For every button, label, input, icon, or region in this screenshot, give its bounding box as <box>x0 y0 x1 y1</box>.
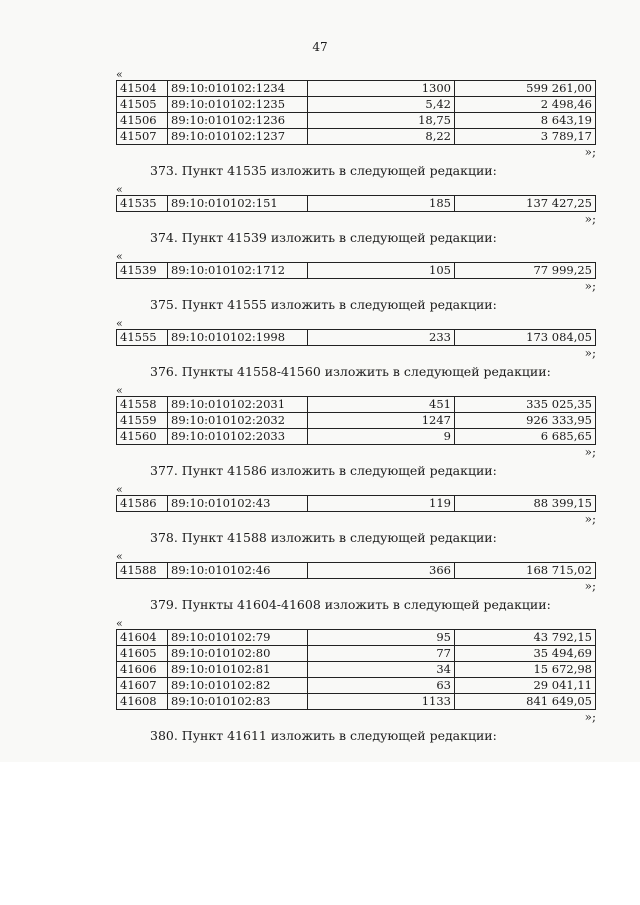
row-number-cell: 41559 <box>117 413 168 429</box>
area-cell: 1133 <box>308 694 455 710</box>
value-cell: 599 261,00 <box>455 81 596 97</box>
value-cell: 43 792,15 <box>455 630 596 646</box>
cadastral-number-cell: 89:10:010102:1234 <box>168 81 308 97</box>
row-number-cell: 41604 <box>117 630 168 646</box>
value-cell: 173 084,05 <box>455 330 596 346</box>
close-quote: »; <box>584 445 596 459</box>
close-quote: »; <box>584 279 596 293</box>
value-cell: 77 999,25 <box>455 263 596 279</box>
cadastral-number-cell: 89:10:010102:1237 <box>168 129 308 145</box>
value-cell: 168 715,02 <box>455 563 596 579</box>
area-cell: 185 <box>308 196 455 212</box>
row-number-cell: 41535 <box>117 196 168 212</box>
cadastral-number-cell: 89:10:010102:1236 <box>168 113 308 129</box>
table-row <box>117 129 596 145</box>
table-row <box>117 496 596 512</box>
amendment-table <box>116 329 596 346</box>
table-row <box>117 646 596 662</box>
row-number-cell: 41507 <box>117 129 168 145</box>
cadastral-number-cell: 89:10:010102:1712 <box>168 263 308 279</box>
open-quote: « <box>116 617 123 630</box>
table-row <box>117 81 596 97</box>
amendment-table <box>116 80 596 145</box>
cadastral-number-cell: 89:10:010102:83 <box>168 694 308 710</box>
amendment-heading: 374. Пункт 41539 изложить в следующей редакции: <box>150 230 497 245</box>
value-cell: 15 672,98 <box>455 662 596 678</box>
close-quote: »; <box>584 512 596 526</box>
value-cell: 6 685,65 <box>455 429 596 445</box>
row-number-cell: 41606 <box>117 662 168 678</box>
value-cell: 88 399,15 <box>455 496 596 512</box>
amendment-heading: 373. Пункт 41535 изложить в следующей редакции: <box>150 163 497 178</box>
table-row <box>117 662 596 678</box>
amendment-heading: 378. Пункт 41588 изложить в следующей редакции: <box>150 530 497 545</box>
cadastral-number-cell: 89:10:010102:2031 <box>168 397 308 413</box>
close-quote: »; <box>584 579 596 593</box>
close-quote: »; <box>584 710 596 724</box>
amendment-heading: 380. Пункт 41611 изложить в следующей редакции: <box>150 728 497 743</box>
page-number: 47 <box>312 40 328 54</box>
amendment-table <box>116 262 596 279</box>
open-quote: « <box>116 384 123 397</box>
amendment-table <box>116 562 596 579</box>
row-number-cell: 41607 <box>117 678 168 694</box>
open-quote: « <box>116 183 123 196</box>
open-quote: « <box>116 317 123 330</box>
area-cell: 451 <box>308 397 455 413</box>
cadastral-number-cell: 89:10:010102:46 <box>168 563 308 579</box>
row-number-cell: 41605 <box>117 646 168 662</box>
area-cell: 1300 <box>308 81 455 97</box>
table-row <box>117 196 596 212</box>
cadastral-number-cell: 89:10:010102:1998 <box>168 330 308 346</box>
area-cell: 119 <box>308 496 455 512</box>
area-cell: 77 <box>308 646 455 662</box>
open-quote: « <box>116 550 123 563</box>
row-number-cell: 41608 <box>117 694 168 710</box>
cadastral-number-cell: 89:10:010102:2033 <box>168 429 308 445</box>
value-cell: 3 789,17 <box>455 129 596 145</box>
area-cell: 9 <box>308 429 455 445</box>
table-row <box>117 97 596 113</box>
area-cell: 105 <box>308 263 455 279</box>
table-row <box>117 563 596 579</box>
value-cell: 8 643,19 <box>455 113 596 129</box>
cadastral-number-cell: 89:10:010102:81 <box>168 662 308 678</box>
table-row <box>117 263 596 279</box>
row-number-cell: 41506 <box>117 113 168 129</box>
row-number-cell: 41505 <box>117 97 168 113</box>
close-quote: »; <box>584 346 596 360</box>
area-cell: 5,42 <box>308 97 455 113</box>
value-cell: 841 649,05 <box>455 694 596 710</box>
cadastral-number-cell: 89:10:010102:1235 <box>168 97 308 113</box>
area-cell: 18,75 <box>308 113 455 129</box>
close-quote: »; <box>584 145 596 159</box>
table-row <box>117 678 596 694</box>
document-body <box>116 70 596 750</box>
value-cell: 35 494,69 <box>455 646 596 662</box>
row-number-cell: 41555 <box>117 330 168 346</box>
table-row <box>117 413 596 429</box>
cadastral-number-cell: 89:10:010102:151 <box>168 196 308 212</box>
close-quote: »; <box>584 212 596 226</box>
row-number-cell: 41539 <box>117 263 168 279</box>
row-number-cell: 41504 <box>117 81 168 97</box>
amendment-table <box>116 195 596 212</box>
row-number-cell: 41560 <box>117 429 168 445</box>
amendment-table <box>116 629 596 710</box>
value-cell: 335 025,35 <box>455 397 596 413</box>
row-number-cell: 41588 <box>117 563 168 579</box>
amendment-table <box>116 396 596 445</box>
table-row <box>117 397 596 413</box>
area-cell: 366 <box>308 563 455 579</box>
area-cell: 34 <box>308 662 455 678</box>
area-cell: 95 <box>308 630 455 646</box>
amendment-heading: 375. Пункт 41555 изложить в следующей редакции: <box>150 297 497 312</box>
amendment-table <box>116 495 596 512</box>
value-cell: 2 498,46 <box>455 97 596 113</box>
row-number-cell: 41586 <box>117 496 168 512</box>
area-cell: 63 <box>308 678 455 694</box>
open-quote: « <box>116 483 123 496</box>
open-quote: « <box>116 250 123 263</box>
table-row <box>117 330 596 346</box>
cadastral-number-cell: 89:10:010102:82 <box>168 678 308 694</box>
table-row <box>117 113 596 129</box>
cadastral-number-cell: 89:10:010102:79 <box>168 630 308 646</box>
cadastral-number-cell: 89:10:010102:43 <box>168 496 308 512</box>
amendment-heading: 377. Пункт 41586 изложить в следующей редакции: <box>150 463 497 478</box>
value-cell: 29 041,11 <box>455 678 596 694</box>
cadastral-number-cell: 89:10:010102:80 <box>168 646 308 662</box>
table-row <box>117 630 596 646</box>
amendment-heading: 379. Пункты 41604-41608 изложить в следующей редакции: <box>150 597 551 612</box>
cadastral-number-cell: 89:10:010102:2032 <box>168 413 308 429</box>
area-cell: 233 <box>308 330 455 346</box>
value-cell: 137 427,25 <box>455 196 596 212</box>
open-quote: « <box>116 68 123 81</box>
row-number-cell: 41558 <box>117 397 168 413</box>
table-row <box>117 429 596 445</box>
amendment-heading: 376. Пункты 41558-41560 изложить в следующей редакции: <box>150 364 551 379</box>
area-cell: 1247 <box>308 413 455 429</box>
area-cell: 8,22 <box>308 129 455 145</box>
table-row <box>117 694 596 710</box>
value-cell: 926 333,95 <box>455 413 596 429</box>
